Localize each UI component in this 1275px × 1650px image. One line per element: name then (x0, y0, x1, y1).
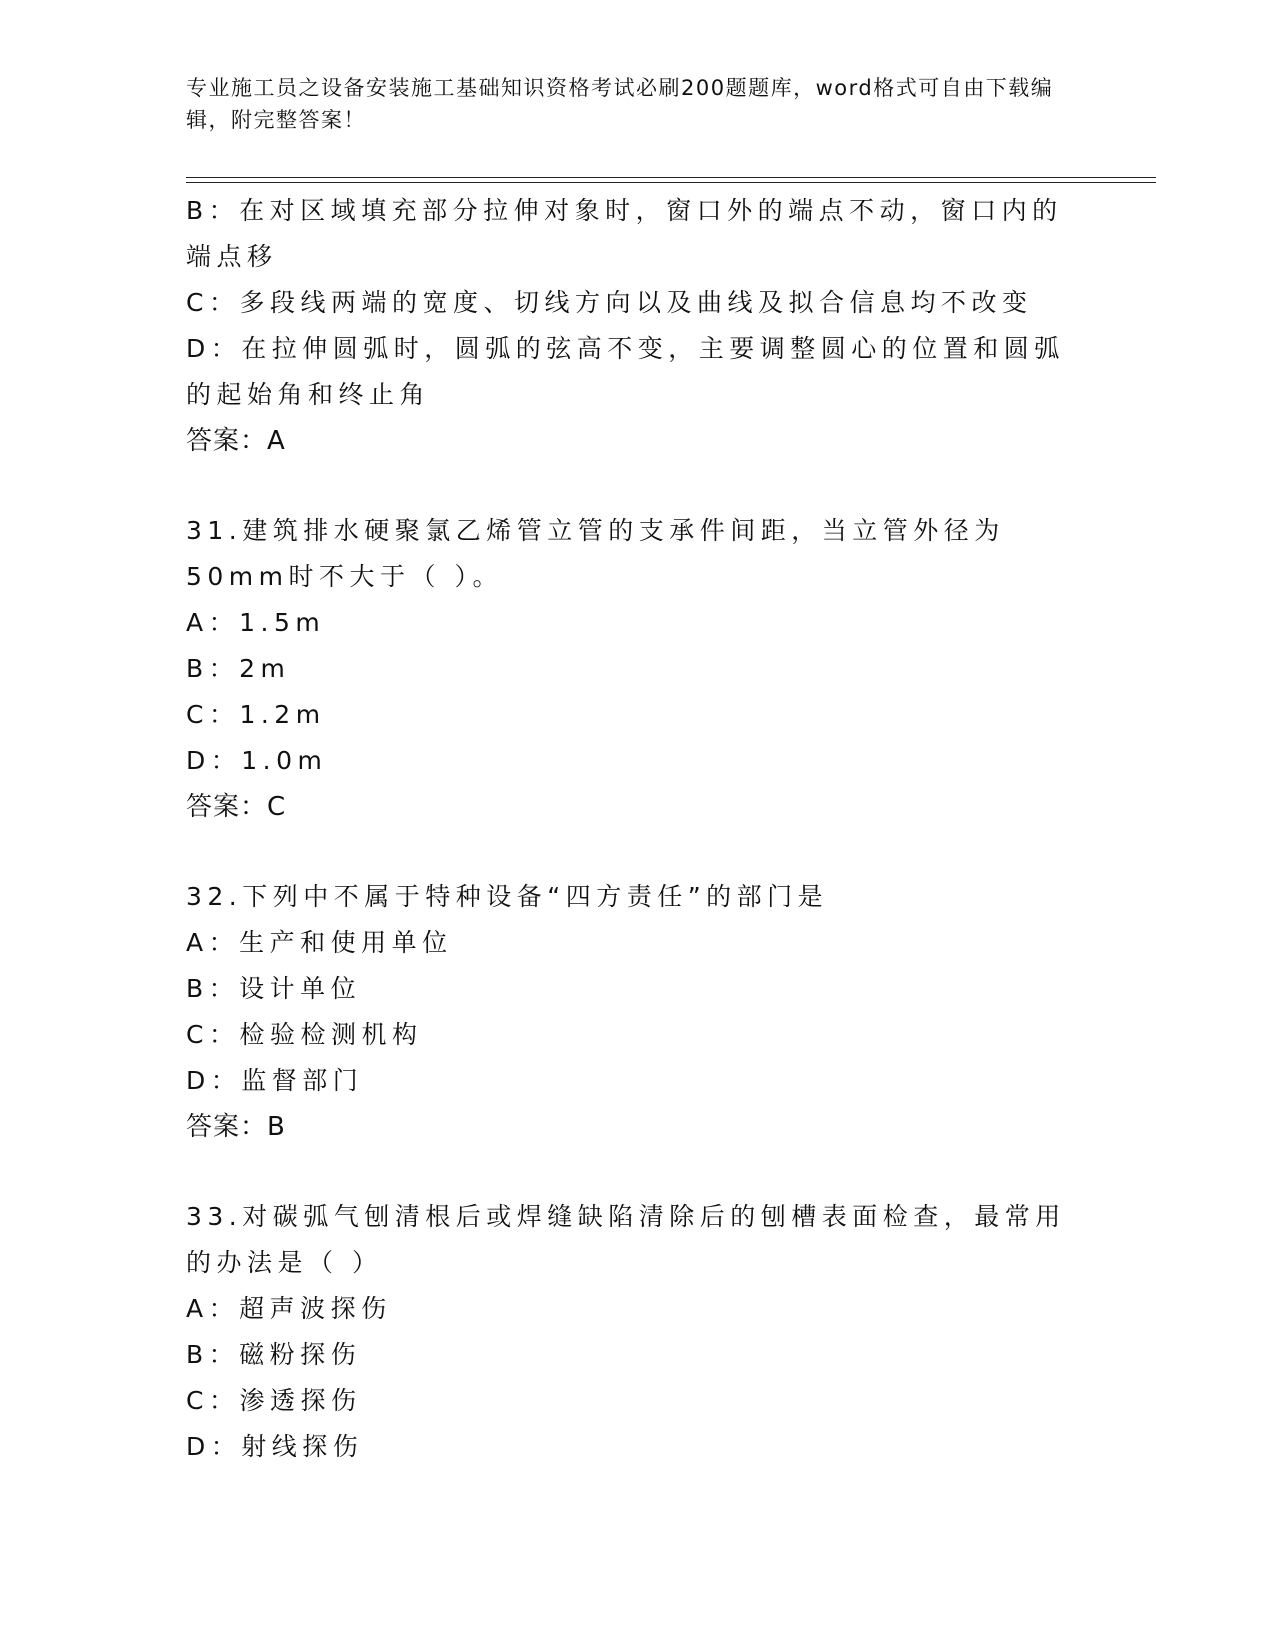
option-a: A：超声波探伤 (186, 1294, 392, 1323)
option-c: C：多段线两端的宽度、切线方向以及曲线及拟合信息均不改变 (186, 288, 1033, 317)
option-b: B：磁粉探伤 (186, 1340, 362, 1369)
option-d: D：1.0m (186, 746, 328, 775)
document-header: 专业施工员之设备安装施工基础知识资格考试必刷200题题库，word格式可自由下载编辑，附完整答案！ (186, 76, 1054, 132)
answer: 答案：B (186, 1112, 286, 1142)
option-b: B：在对区域填充部分拉伸对象时，窗口外的端点不动，窗口内的端点移 (186, 196, 1063, 271)
question-text: 32.下列中不属于特种设备“四方责任”的部门是 (186, 882, 829, 911)
question-30-tail (186, 188, 1086, 464)
question-33 (186, 1194, 1086, 1470)
question-31 (186, 508, 1086, 830)
option-c: C：1.2m (186, 700, 326, 729)
answer: 答案：C (186, 792, 287, 822)
question-content (186, 188, 1086, 1470)
option-b: B：2m (186, 654, 291, 683)
option-c: C：渗透探伤 (186, 1386, 362, 1415)
option-a: A：生产和使用单位 (186, 928, 453, 957)
option-c: C：检验检测机构 (186, 1020, 423, 1049)
option-d: D：监督部门 (186, 1066, 364, 1095)
option-b: B：设计单位 (186, 974, 362, 1003)
question-text: 33.对碳弧气刨清根后或焊缝缺陷清除后的刨槽表面检查，最常用的办法是（ ） (186, 1202, 1066, 1277)
header-rule-top (186, 177, 1156, 178)
option-a: A：1.5m (186, 608, 326, 637)
answer: 答案：A (186, 426, 286, 456)
question-text: 31.建筑排水硬聚氯乙烯管立管的支承件间距，当立管外径为50mm时不大于（ ）。 (186, 516, 1005, 591)
header-rule-bottom (186, 182, 1156, 183)
question-32 (186, 874, 1086, 1150)
option-d: D：射线探伤 (186, 1432, 364, 1461)
option-d: D：在拉伸圆弧时，圆弧的弦高不变，主要调整圆心的位置和圆弧的起始角和终止角 (186, 334, 1065, 409)
